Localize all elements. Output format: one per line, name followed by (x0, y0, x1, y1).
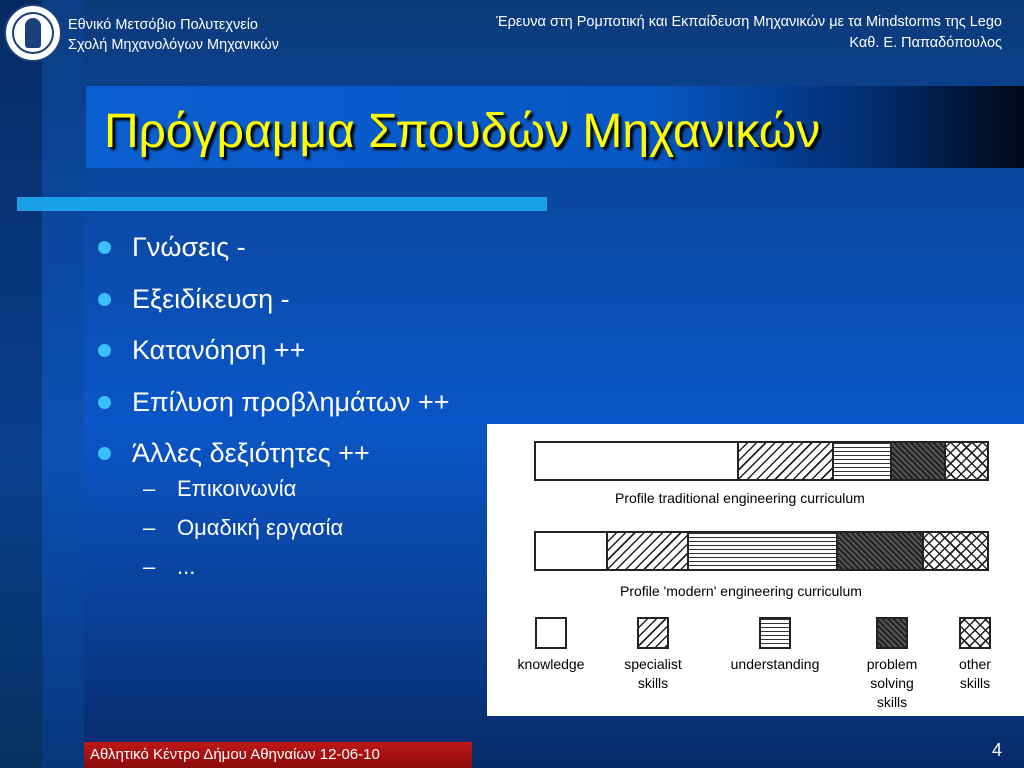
dash-marker: – (143, 476, 156, 501)
sub-bullet-list (143, 476, 343, 593)
segment-other-skills (946, 443, 987, 479)
bullet-item (96, 232, 450, 262)
legend-swatch-specialist (637, 617, 669, 649)
institution-name: Εθνικό Μετσόβιο Πολυτεχνείο (68, 17, 259, 33)
bullet-text: Εξειδίκευση - (132, 283, 290, 314)
bullet-dot-icon (98, 396, 111, 409)
bullet-dot-icon (98, 241, 111, 254)
course-title: Έρευνα στη Ρομποτική και Εκπαίδευση Μηχανικών με τα Mindstorms της Lego (496, 14, 1002, 30)
curriculum-profile-figure (487, 424, 1024, 716)
university-seal-icon (4, 4, 62, 62)
sub-bullet-item (143, 515, 343, 541)
legend-label-other: other skills (959, 656, 991, 691)
dash-marker: – (143, 554, 156, 579)
segment-specialist-skills (739, 443, 834, 479)
bullet-list (96, 232, 450, 490)
sub-bullet-item (143, 476, 343, 502)
segment-understanding (834, 443, 893, 479)
side-band (0, 0, 42, 768)
bullet-dot-icon (98, 344, 111, 357)
segment-knowledge (536, 443, 739, 479)
segment-specialist-skills (608, 533, 689, 569)
sub-bullet-text: Ομαδική εργασία (177, 515, 344, 540)
legend-swatch-other (959, 617, 991, 649)
sub-bullet-item (143, 554, 343, 580)
legend-label-understanding: understanding (730, 656, 820, 672)
legend-label-specialist: specialist skills (624, 656, 682, 691)
sub-bullet-text: ... (177, 554, 196, 579)
modern-profile-caption: Profile 'modern' engineering curriculum (620, 583, 862, 599)
school-name: Σχολή Μηχανολόγων Μηχανικών (68, 37, 279, 53)
segment-knowledge (536, 533, 608, 569)
bullet-item (96, 335, 450, 365)
sub-bullet-text: Επικοινωνία (177, 476, 297, 501)
bullet-item (96, 387, 450, 417)
segment-other-skills (924, 533, 987, 569)
modern-profile-bar (534, 531, 989, 571)
segment-understanding (689, 533, 838, 569)
footer-event: Αθλητικό Κέντρο Δήμου Αθηναίων 12-06-10 (84, 742, 472, 768)
traditional-profile-bar (534, 441, 989, 481)
bullet-text: Άλλες δεξιότητες ++ (132, 438, 370, 468)
bullet-text: Επίλυση προβλημάτων ++ (132, 386, 450, 417)
legend-swatch-problem-solving (876, 617, 908, 649)
segment-problem-solving (892, 443, 946, 479)
legend-label-knowledge: knowledge (517, 656, 585, 672)
side-band-inner (42, 0, 84, 768)
bullet-item (96, 284, 450, 314)
page-number: 4 (991, 740, 1002, 760)
course-header (496, 12, 1002, 54)
bullet-dot-icon (98, 293, 111, 306)
professor-name: Καθ. Ε. Παπαδόπουλος (849, 35, 1002, 51)
legend-swatch-knowledge (535, 617, 567, 649)
title-underline (17, 197, 547, 211)
legend-swatch-understanding (759, 617, 791, 649)
segment-problem-solving (838, 533, 924, 569)
institution-header (68, 15, 279, 55)
bullet-item (96, 438, 450, 468)
bullet-text: Κατανόηση ++ (132, 335, 306, 365)
legend-label-problem-solving: problem solving skills (866, 656, 918, 710)
bullet-text: Γνώσεις - (132, 232, 246, 262)
bullet-dot-icon (98, 447, 111, 460)
slide-title: Πρόγραμμα Σπουδών Μηχανικών (104, 105, 821, 158)
traditional-profile-caption: Profile traditional engineering curriculum (615, 490, 865, 506)
dash-marker: – (143, 515, 156, 540)
